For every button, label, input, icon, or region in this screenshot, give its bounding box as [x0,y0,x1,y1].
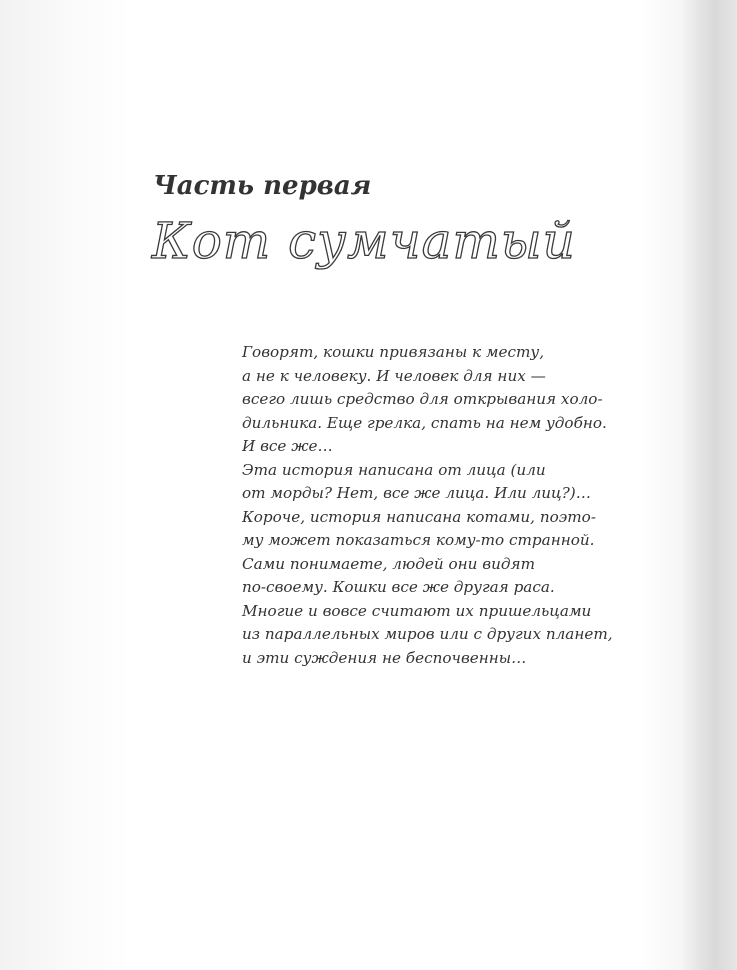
intro-paragraph [242,341,632,670]
text-line: от морды? Нет, все же лица. Или лиц?)… [242,484,591,502]
chapter-title-text: Кот сумчатый [152,212,576,270]
text-line: всего лишь средство для открывания холо- [242,390,603,408]
part-heading: Часть первая [153,171,372,201]
text-line: а не к человеку. И человек для них — [242,366,546,385]
text-line: Говорят, кошки привязаны к месту, [242,343,545,361]
handwritten-chapter-title [150,208,576,288]
text-line: по-своему. Кошки все же другая раса. [242,578,555,596]
text-line: И все же… [242,437,333,455]
text-line: Эта история написана от лица (или [242,460,546,479]
text-line: дильника. Еще грелка, спать на нем удобно. [242,413,607,432]
text-line: му может показаться кому-то странной. [242,531,595,549]
text-line: Многие и вовсе считают их пришельцами [242,601,592,620]
text-line: и эти суждения не беспочвенны… [242,648,527,667]
text-line: Сами понимаете, людей они видят [242,554,535,573]
text-line: из параллельных миров или с других планет, [242,625,613,643]
text-line: Короче, история написана котами, поэто- [242,507,596,526]
